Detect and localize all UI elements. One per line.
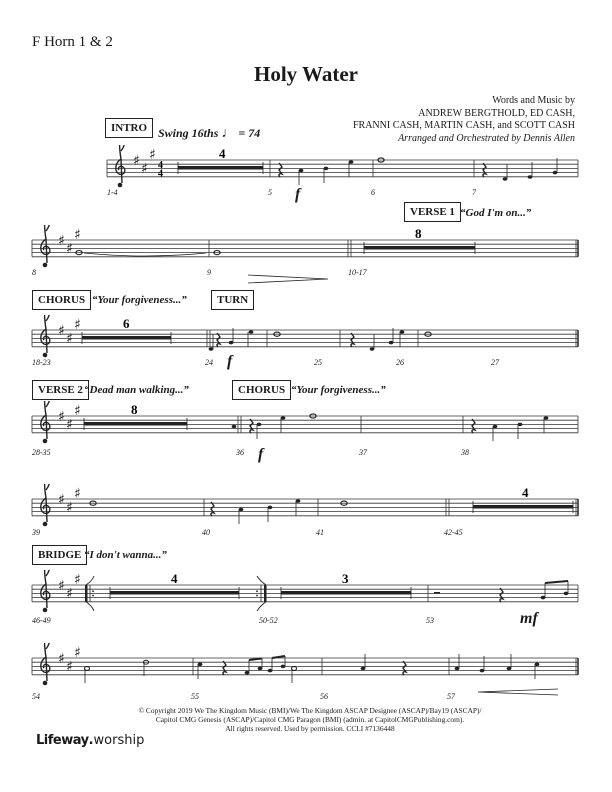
- rehearsal-bridge: BRIDGE: [32, 545, 87, 565]
- measure-number: 54: [32, 692, 40, 701]
- song-title: Holy Water: [253, 62, 358, 86]
- multirest-count: 8: [131, 402, 138, 417]
- multirest-count: 4: [171, 571, 178, 586]
- rehearsal-chorus-2: CHORUS: [232, 380, 291, 400]
- lyric-cue: “God I'm on...”: [460, 207, 532, 219]
- measure-number: 38: [461, 448, 469, 457]
- logo-brand: Lifeway: [36, 733, 89, 748]
- lyric-cue: “Your forgiveness...”: [92, 294, 187, 306]
- measure-number: 36: [236, 448, 244, 457]
- credits: [353, 95, 575, 145]
- credits-writers-2: FRANNI CASH, MARTIN CASH, and SCOTT CASH: [352, 120, 575, 131]
- rehearsal-verse-2: VERSE 2: [32, 380, 89, 400]
- copyright-line-2: Capitol CMG Genesis (ASCAP)/Capitol CMG Paragon (BMI) (admin. at CapitolCMGPublishing.com).: [155, 715, 465, 724]
- lyric-cue: “Dead man walking...”: [84, 384, 189, 396]
- tempo-bpm: = 74: [238, 126, 261, 140]
- multirest-count: 8: [415, 226, 422, 241]
- dynamic-marking: f: [295, 186, 301, 203]
- measure-number: 18-23: [32, 358, 51, 367]
- staff-system-3: [0, 315, 612, 375]
- measure-number: 10-17: [348, 268, 367, 277]
- credits-arranger: Arranged and Orchestrated by Dennis Allen: [398, 132, 575, 144]
- svg-text:4: 4: [158, 168, 163, 180]
- dynamic-marking: mf: [520, 610, 538, 627]
- dynamic-marking: f: [227, 353, 233, 370]
- credits-words-music: Words and Music by: [492, 95, 575, 106]
- measure-number: 37: [359, 448, 367, 457]
- multirest-count: 4: [522, 485, 529, 500]
- staff-system-5: [0, 484, 612, 544]
- measure-number: 7: [472, 188, 476, 197]
- measure-number: 25: [314, 358, 322, 367]
- measure-number: 57: [447, 692, 455, 701]
- measure-number: 40: [202, 528, 210, 537]
- measure-number: 42-45: [444, 528, 463, 537]
- rehearsal-turn: TURN: [211, 290, 254, 310]
- measure-number: 39: [32, 528, 40, 537]
- measure-number: 53: [426, 616, 434, 625]
- measure-number: 50-52: [259, 616, 278, 625]
- copyright-line-1: © Copyright 2019 We The Kingdom Music (BMI)/We The Kingdom ASCAP Designee (ASCAP)/Bay19 (ASCAP)/: [138, 706, 482, 715]
- rehearsal-verse-1: VERSE 1: [404, 202, 461, 222]
- logo-suffix: worship: [93, 733, 145, 748]
- staff-system-4: [0, 401, 612, 461]
- quarter-note-icon: ♩: [221, 126, 236, 141]
- measure-number: 8: [32, 268, 36, 277]
- multirest-count: 4: [219, 146, 226, 161]
- lyric-cue: “I don't wanna...”: [84, 549, 167, 561]
- measure-number: 6: [371, 188, 375, 197]
- rehearsal-chorus: CHORUS: [32, 290, 91, 310]
- multirest-count: 6: [123, 316, 130, 331]
- copyright-line-3: All rights reserved. Used by permission. CCLI #7136448: [225, 724, 395, 733]
- measure-number: 27: [491, 358, 499, 367]
- lyric-cue: “Your forgiveness...”: [291, 384, 386, 396]
- staff-system-1: [0, 145, 612, 205]
- multirest-count: 3: [342, 571, 349, 586]
- measure-number: 5: [268, 188, 272, 197]
- rehearsal-intro: INTRO: [105, 118, 153, 138]
- publisher-logo: Lifeway.worship: [36, 733, 145, 748]
- credits-writers-1: ANDREW BERGTHOLD, ED CASH,: [418, 107, 575, 119]
- measure-number: 24: [205, 358, 213, 367]
- part-name: F Horn 1 & 2: [32, 34, 113, 50]
- tempo-text: Swing 16ths: [158, 126, 219, 140]
- measure-number: 1-4: [107, 188, 118, 197]
- copyright-notice: [60, 706, 560, 733]
- measure-number: 9: [207, 268, 211, 277]
- measure-number: 26: [396, 358, 404, 367]
- svg-text:4: 4: [158, 160, 163, 171]
- dynamic-marking: f: [258, 446, 264, 463]
- measure-number: 41: [316, 528, 324, 537]
- measure-number: 56: [320, 692, 328, 701]
- measure-number: 28-35: [32, 448, 51, 457]
- staff-system-7: [0, 643, 612, 703]
- measure-number: 55: [191, 692, 199, 701]
- tempo-marking: [158, 126, 260, 142]
- measure-number: 46-49: [32, 616, 51, 625]
- staff-system-2: [0, 225, 612, 285]
